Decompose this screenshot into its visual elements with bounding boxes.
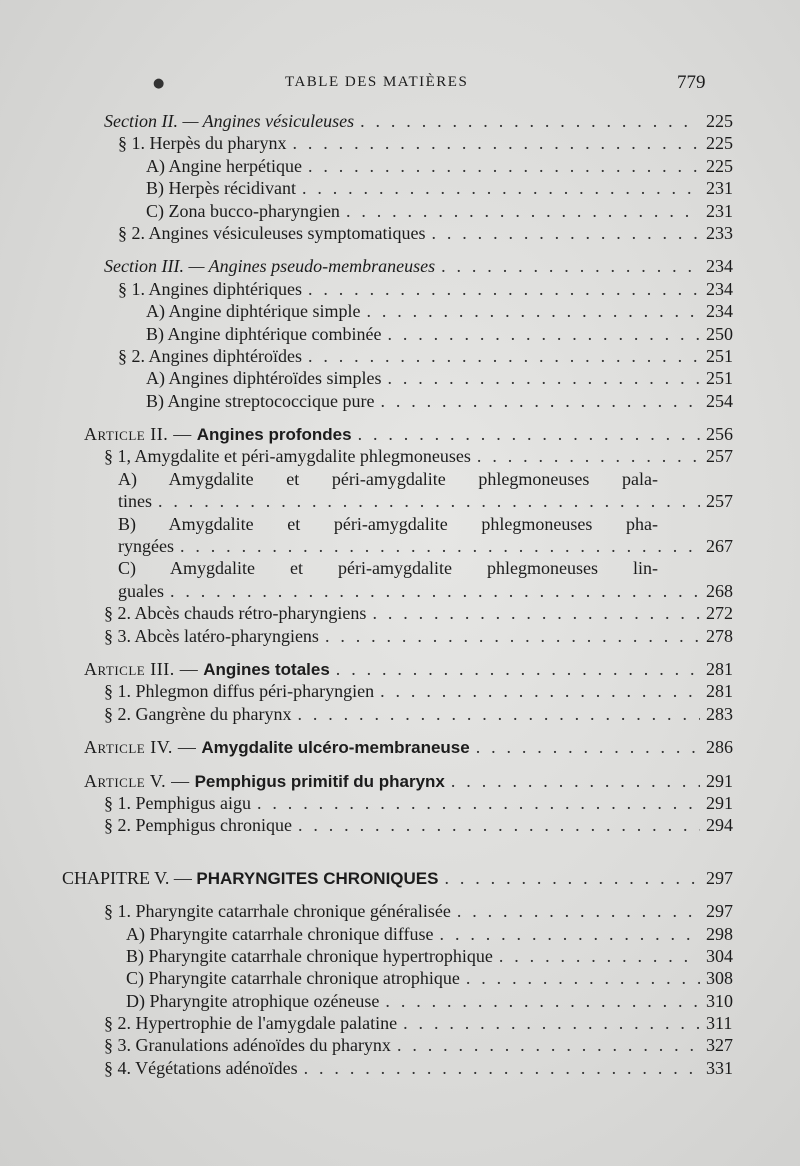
- toc-entry-label: C) Zona bucco-pharyngien: [146, 200, 340, 221]
- toc-page-number: 225: [706, 155, 733, 176]
- dot-leader: [325, 625, 700, 647]
- toc-entry-line2: [0, 535, 800, 557]
- dot-leader: [336, 658, 700, 680]
- toc-entry-label: A) Angines diphtéroïdes simples: [146, 368, 382, 389]
- dot-leader: [380, 680, 700, 702]
- article-prefix: Article V. —: [84, 770, 195, 791]
- toc-entry: [0, 900, 800, 922]
- toc-entry: [0, 1012, 800, 1034]
- toc-page-number: 283: [706, 703, 733, 724]
- toc-entry: [0, 602, 800, 624]
- toc-entry-label: [62, 867, 438, 890]
- spacer: [0, 837, 800, 867]
- toc-entry-line2: [0, 580, 800, 602]
- toc-entry: [0, 300, 800, 322]
- toc-entry: [0, 367, 800, 389]
- toc-page-number: 254: [706, 390, 733, 411]
- toc-entry-label: § 1. Phlegmon diffus péri-pharyngien: [104, 681, 375, 702]
- spacer: [0, 647, 800, 658]
- toc-entry-article: [0, 423, 800, 445]
- toc-entry: [0, 680, 800, 702]
- toc-entry-label: B) Angine diphtérique combinée: [146, 323, 382, 344]
- toc-entry-label: § 1. Angines diphtériques: [118, 278, 302, 299]
- article-title: Amygdalite ulcéro-membraneuse: [201, 738, 470, 758]
- toc-entry-section: [0, 110, 800, 132]
- dot-leader: [385, 990, 700, 1012]
- article-prefix: Article IV. —: [84, 737, 202, 758]
- toc-entry-label: § 2. Angines diphtéroïdes: [118, 345, 302, 366]
- page-number: 779: [677, 72, 706, 93]
- toc-page-number: 257: [706, 446, 733, 467]
- toc-entry-label: B) Angine streptococcique pure: [146, 390, 375, 411]
- dot-leader: [457, 900, 700, 922]
- toc-entry-article: [0, 770, 800, 792]
- toc-entry-label: [84, 658, 330, 681]
- toc-entry-line1: C) Amygdalite et péri-amygdalite phlegmoneuses lin-: [118, 558, 658, 579]
- toc-entry: [0, 625, 800, 647]
- toc-page-number: 311: [706, 1013, 733, 1034]
- dot-leader: [466, 967, 700, 989]
- toc-page-number: 327: [706, 1035, 733, 1056]
- toc-entry-article: [0, 658, 800, 680]
- toc-entry-label: C) Pharyngite catarrhale chronique atrophique: [126, 968, 460, 989]
- dot-leader: [158, 490, 700, 512]
- toc-entry-line1: A) Amygdalite et péri-amygdalite phlegmoneuses pala-: [118, 468, 658, 489]
- dot-leader: [308, 345, 700, 367]
- spacer: [0, 725, 800, 736]
- article-title: Pemphigus primitif du pharynx: [194, 771, 445, 791]
- toc-entry: [0, 703, 800, 725]
- toc-page-number: 286: [706, 737, 733, 758]
- dot-leader: [366, 300, 700, 322]
- dot-leader: [441, 255, 700, 277]
- article-title: Angines totales: [203, 659, 330, 679]
- toc-page-number: 291: [706, 770, 733, 791]
- dot-leader: [440, 923, 700, 945]
- toc-entry-label: § 1. Pemphigus aigu: [104, 792, 251, 813]
- dot-leader: [170, 580, 700, 602]
- toc-entry: [0, 222, 800, 244]
- toc-entry: [0, 345, 800, 367]
- toc-entry-section: [0, 255, 800, 277]
- dot-leader: [358, 423, 700, 445]
- article-prefix: Article II. —: [84, 424, 197, 445]
- dot-leader: [444, 867, 700, 889]
- chapter-prefix: CHAPITRE V. —: [62, 867, 197, 888]
- dot-leader: [298, 814, 700, 836]
- spacer: [0, 244, 800, 255]
- toc-entry-label: B) Herpès récidivant: [146, 178, 296, 199]
- toc-entry-label: § 2. Gangrène du pharynx: [104, 703, 292, 724]
- dot-leader: [499, 945, 700, 967]
- dot-leader: [403, 1012, 700, 1034]
- dot-leader: [257, 792, 700, 814]
- toc-entry-line1: B) Amygdalite et péri-amygdalite phlegmoneuses pha-: [118, 513, 658, 534]
- toc-page-number: 272: [706, 603, 733, 624]
- toc-entry: [0, 132, 800, 154]
- toc-page-number: 231: [706, 200, 733, 221]
- page-header: [0, 74, 800, 98]
- toc-entry-label: guales: [118, 580, 164, 601]
- dot-leader: [451, 770, 700, 792]
- toc-entry: [0, 1057, 800, 1079]
- toc-entry-label: § 3. Abcès latéro-pharyngiens: [104, 625, 319, 646]
- chapter-title: PHARYNGITES CHRONIQUES: [196, 868, 439, 888]
- spacer: [0, 889, 800, 900]
- ink-spot: ●: [153, 76, 165, 91]
- toc-entry-label: § 2. Angines vésiculeuses symptomatiques: [118, 222, 426, 243]
- toc-page-number: 257: [706, 491, 733, 512]
- toc-page-number: 308: [706, 968, 733, 989]
- toc-entry-label: § 2. Pemphigus chronique: [104, 815, 292, 836]
- toc-page-number: 291: [706, 792, 733, 813]
- dot-leader: [346, 200, 700, 222]
- spacer: [0, 759, 800, 770]
- toc-entry-label: [84, 423, 352, 446]
- toc-entry-label: § 2. Hypertrophie de l'amygdale palatine: [104, 1013, 398, 1034]
- dot-leader: [380, 390, 700, 412]
- toc-entry-article: [0, 736, 800, 758]
- article-title: Angines profondes: [196, 425, 352, 445]
- toc-page-number: 231: [706, 178, 733, 199]
- toc-entry-label: Section III. — Angines pseudo-membraneuses: [104, 256, 436, 277]
- dot-leader: [180, 535, 700, 557]
- toc-page-number: 297: [706, 901, 733, 922]
- dot-leader: [292, 132, 700, 154]
- dot-leader: [372, 602, 700, 624]
- toc-entry-label: § 1. Herpès du pharynx: [118, 133, 287, 154]
- toc-entry: [0, 390, 800, 412]
- dot-leader: [387, 367, 700, 389]
- toc-entry-label: tines: [118, 491, 152, 512]
- toc-page-number: 225: [706, 133, 733, 154]
- toc-page-number: 281: [706, 658, 733, 679]
- toc-page-number: 304: [706, 945, 733, 966]
- dot-leader: [397, 1034, 700, 1056]
- toc-entry: [0, 1034, 800, 1056]
- article-prefix: Article III. —: [84, 658, 204, 679]
- toc-entry: [0, 323, 800, 345]
- toc-page-number: 281: [706, 681, 733, 702]
- toc-entry-label: A) Pharyngite catarrhale chronique diffuse: [126, 923, 434, 944]
- toc-entry-chapter: [0, 867, 800, 889]
- running-title: TABLE DES MATIÈRES: [285, 74, 469, 90]
- toc-entry: [0, 155, 800, 177]
- toc-entry-label: § 1. Pharyngite catarrhale chronique généralisée: [104, 901, 451, 922]
- toc-entry-label: [84, 736, 470, 759]
- toc-entry-label: § 2. Abcès chauds rétro-pharyngiens: [104, 603, 367, 624]
- toc-page-number: 250: [706, 323, 733, 344]
- toc-entry-label: [84, 770, 445, 793]
- toc-page-number: 234: [706, 256, 733, 277]
- toc-entry-line2: [0, 490, 800, 512]
- toc-page-number: 298: [706, 923, 733, 944]
- dot-leader: [304, 1057, 700, 1079]
- toc-page-number: 310: [706, 990, 733, 1011]
- toc-entry: [0, 445, 800, 467]
- dot-leader: [297, 703, 700, 725]
- dot-leader: [477, 445, 700, 467]
- toc-entry: [0, 814, 800, 836]
- toc-page-number: 268: [706, 580, 733, 601]
- toc-page-number: 267: [706, 536, 733, 557]
- toc-entry-label: D) Pharyngite atrophique ozéneuse: [126, 990, 380, 1011]
- toc-entry: [0, 945, 800, 967]
- toc-entry-label: ryngées: [118, 536, 174, 557]
- spacer: [0, 412, 800, 423]
- toc-entry-label: A) Angine herpétique: [146, 155, 302, 176]
- toc-entry: [0, 967, 800, 989]
- toc-page-number: 278: [706, 625, 733, 646]
- toc-entry-label: B) Pharyngite catarrhale chronique hypertrophique: [126, 945, 493, 966]
- toc-page-number: 331: [706, 1057, 733, 1078]
- dot-leader: [387, 323, 700, 345]
- dot-leader: [476, 736, 700, 758]
- toc-page-number: 251: [706, 368, 733, 389]
- toc-entry-label: Section II. — Angines vésiculeuses: [104, 111, 355, 131]
- dot-leader: [308, 278, 700, 300]
- dot-leader: [360, 110, 700, 132]
- toc-entry: [0, 177, 800, 199]
- toc-entry-label: A) Angine diphtérique simple: [146, 301, 361, 322]
- toc-entry-label: § 4. Végétations adénoïdes: [104, 1057, 298, 1078]
- dot-leader: [302, 177, 700, 199]
- toc-entry: [0, 792, 800, 814]
- table-of-contents: [0, 110, 800, 1079]
- toc-page-number: 256: [706, 424, 733, 445]
- dot-leader: [431, 222, 700, 244]
- toc-page-number: 234: [706, 278, 733, 299]
- toc-page-number: 225: [706, 111, 733, 131]
- toc-page-number: 234: [706, 301, 733, 322]
- toc-page-number: 297: [706, 867, 733, 888]
- toc-entry-label: § 3. Granulations adénoïdes du pharynx: [104, 1035, 391, 1056]
- toc-entry: [0, 923, 800, 945]
- toc-entry: [0, 200, 800, 222]
- dot-leader: [308, 155, 700, 177]
- toc-entry: [0, 990, 800, 1012]
- toc-page-number: 251: [706, 345, 733, 366]
- toc-entry-label: § 1, Amygdalite et péri-amygdalite phlegmoneuses: [104, 446, 471, 467]
- toc-entry: [0, 278, 800, 300]
- toc-page-number: 294: [706, 815, 733, 836]
- toc-page-number: 233: [706, 222, 733, 243]
